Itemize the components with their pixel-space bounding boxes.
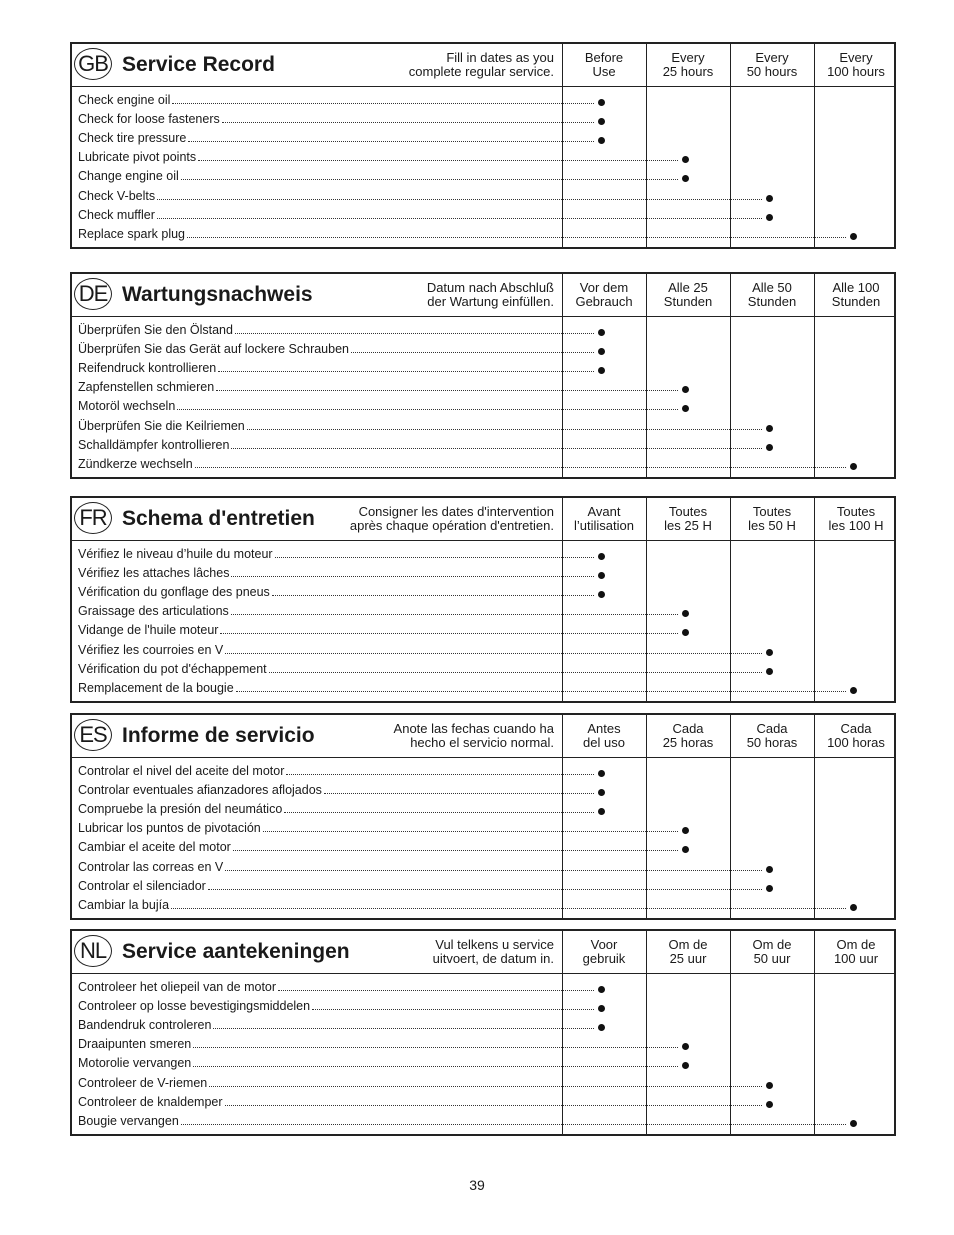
interval-marker-dot	[598, 770, 605, 777]
language-badge: ES	[74, 719, 112, 751]
language-badge: GB	[74, 48, 112, 80]
service-task-label: Graissage des articulations	[78, 604, 229, 619]
dot-leader	[225, 870, 762, 871]
service-task-label: Lubricate pivot points	[78, 150, 197, 165]
interval-column-header	[562, 931, 646, 973]
column-divider	[814, 715, 815, 918]
language-badge: NL	[74, 935, 112, 967]
service-task-label: Controlar las correas en V	[78, 859, 224, 874]
interval-marker-dot	[598, 1024, 605, 1031]
interval-column-header	[646, 498, 730, 540]
instruction-line: Anote las fechas cuando ha	[393, 721, 554, 736]
language-badge: DE	[74, 278, 112, 310]
interval-marker-dot	[766, 425, 773, 432]
interval-column-header	[646, 931, 730, 973]
column-header-line: Cada	[672, 721, 704, 736]
dot-leader	[231, 576, 594, 577]
column-header-line: Toutes	[836, 504, 876, 519]
section-instruction	[433, 931, 554, 973]
interval-marker-dot	[598, 367, 605, 374]
column-header-line: 25 uur	[669, 951, 707, 966]
interval-marker-dot	[766, 214, 773, 221]
dot-leader	[198, 160, 678, 161]
column-header-line: 50 horas	[746, 735, 798, 750]
service-task-label: Vérification du gonflage des pneus	[78, 585, 270, 600]
service-task-label: Controlar el silenciador	[78, 878, 206, 893]
service-task-label: Vidange de l'huile moteur	[78, 623, 219, 638]
interval-marker-dot	[598, 572, 605, 579]
column-header-line: Antes	[587, 721, 621, 736]
instruction-line: Consigner les dates d'intervention	[358, 504, 554, 519]
column-header-line: Toutes	[668, 504, 708, 519]
interval-marker-dot	[682, 405, 689, 412]
service-task-label: Cambiar el aceite del motor	[78, 840, 231, 855]
service-task-label: Vérifiez les courroies en V	[78, 642, 224, 657]
service-task-label: Compruebe la presión del neumático	[78, 802, 283, 817]
column-divider	[730, 44, 731, 247]
interval-marker-dot	[598, 986, 605, 993]
interval-marker-dot	[850, 687, 857, 694]
dot-leader	[181, 179, 678, 180]
column-header-line: 25 horas	[662, 735, 714, 750]
interval-marker-dot	[682, 386, 689, 393]
interval-marker-dot	[766, 885, 773, 892]
instruction-line: der Wartung einfüllen.	[427, 294, 554, 309]
section-title: Wartungsnachweis	[122, 283, 313, 306]
column-header-line: Stunden	[831, 294, 881, 309]
column-header-line: Stunden	[747, 294, 797, 309]
service-task-label: Überprüfen Sie das Gerät auf lockere Schrauben	[78, 342, 349, 357]
interval-column-header	[730, 44, 814, 86]
interval-marker-dot	[850, 904, 857, 911]
column-divider	[730, 274, 731, 477]
column-header-line: Every	[755, 50, 789, 65]
service-task-label: Reifendruck kontrollieren	[78, 361, 217, 376]
section-title: Schema d'entretien	[122, 507, 315, 530]
service-task-label: Motorolie vervangen	[78, 1056, 192, 1071]
dot-leader	[231, 448, 762, 449]
interval-marker-dot	[682, 610, 689, 617]
interval-marker-dot	[850, 233, 857, 240]
service-section-es	[70, 713, 896, 920]
dot-leader	[235, 333, 594, 334]
interval-column-header	[562, 44, 646, 86]
dot-leader	[324, 793, 594, 794]
service-task-label: Check tire pressure	[78, 131, 187, 146]
dot-leader	[263, 831, 678, 832]
dot-leader	[209, 1086, 762, 1087]
column-divider	[730, 931, 731, 1134]
service-task-label: Draaipunten smeren	[78, 1037, 192, 1052]
column-header-line: 100 hours	[827, 64, 885, 79]
interval-marker-dot	[850, 463, 857, 470]
column-header-line: Toutes	[752, 504, 792, 519]
service-section-gb	[70, 42, 896, 249]
interval-column-header	[814, 931, 898, 973]
column-header-line: Every	[671, 50, 705, 65]
interval-marker-dot	[682, 629, 689, 636]
interval-column-header	[730, 931, 814, 973]
service-task-label: Bandendruk controleren	[78, 1018, 212, 1033]
dot-leader	[172, 103, 594, 104]
dot-leader	[193, 1047, 678, 1048]
dot-leader	[181, 1124, 846, 1125]
service-task-label: Controleer het oliepeil van de motor	[78, 980, 277, 994]
service-task-label: Change engine oil	[78, 169, 179, 184]
language-badge: FR	[74, 502, 112, 534]
column-header-line: Stunden	[663, 294, 713, 309]
instruction-line: uitvoert, de datum in.	[432, 951, 554, 966]
column-header-line: Om de	[752, 937, 792, 952]
dot-leader	[157, 199, 762, 200]
column-header-line: 100 uur	[833, 951, 879, 966]
column-divider	[646, 274, 647, 477]
interval-marker-dot	[766, 866, 773, 873]
dot-leader	[225, 1105, 762, 1106]
service-task-label: Vérifiez le niveau d’huile du moteur	[78, 547, 273, 561]
column-header-line: Avant	[587, 504, 621, 519]
dot-leader	[193, 1066, 678, 1067]
column-divider	[646, 931, 647, 1134]
dot-leader	[286, 774, 594, 775]
column-divider	[730, 498, 731, 701]
dot-leader	[177, 409, 678, 410]
column-header-line: 50 uur	[753, 951, 791, 966]
section-header	[72, 715, 894, 758]
dot-leader	[278, 990, 594, 991]
interval-marker-dot	[598, 137, 605, 144]
column-header-line: Cada	[840, 721, 872, 736]
service-task-label: Remplacement de la bougie	[78, 680, 234, 695]
column-divider	[646, 715, 647, 918]
instruction-line: complete regular service.	[408, 64, 554, 79]
interval-marker-dot	[766, 649, 773, 656]
interval-marker-dot	[598, 553, 605, 560]
section-header	[72, 931, 894, 974]
dot-leader	[236, 691, 846, 692]
dot-leader	[157, 218, 762, 219]
interval-marker-dot	[682, 1062, 689, 1069]
column-header-line: Before	[584, 50, 624, 65]
interval-marker-dot	[682, 156, 689, 163]
column-divider	[646, 44, 647, 247]
dot-leader	[312, 1009, 594, 1010]
column-header-line: 100 horas	[827, 735, 885, 750]
column-header-line: les 100 H	[828, 518, 884, 533]
interval-marker-dot	[766, 668, 773, 675]
column-divider	[562, 715, 563, 918]
column-divider	[646, 498, 647, 701]
interval-marker-dot	[598, 99, 605, 106]
column-header-line: Vor dem	[579, 280, 629, 295]
column-header-line: l’utilisation	[574, 518, 634, 533]
dot-leader	[195, 467, 846, 468]
interval-column-header	[562, 498, 646, 540]
interval-column-header	[814, 498, 898, 540]
dot-leader	[213, 1028, 594, 1029]
column-header-line: Cada	[756, 721, 788, 736]
dot-leader	[231, 614, 678, 615]
column-header-line: Voor	[590, 937, 618, 952]
interval-marker-dot	[598, 591, 605, 598]
column-divider	[730, 715, 731, 918]
column-header-line: Alle 100	[832, 280, 880, 295]
interval-column-header	[646, 274, 730, 316]
interval-column-header	[814, 44, 898, 86]
dot-leader	[269, 672, 762, 673]
column-divider	[814, 44, 815, 247]
service-task-label: Bougie vervangen	[78, 1113, 179, 1128]
interval-column-header	[814, 715, 898, 757]
column-header-line: les 25 H	[664, 518, 712, 533]
service-task-label: Controleer op losse bevestigingsmiddelen	[78, 999, 311, 1014]
column-header-line: Use	[592, 64, 616, 79]
dot-leader	[218, 371, 594, 372]
service-task-label: Zündkerze wechseln	[78, 456, 193, 471]
service-task-label: Controlar eventuales afianzadores aflojados	[78, 783, 322, 798]
service-section-fr	[70, 496, 896, 703]
interval-column-header	[730, 715, 814, 757]
column-header-line: Om de	[836, 937, 876, 952]
interval-marker-dot	[682, 846, 689, 853]
column-divider	[562, 274, 563, 477]
service-task-label: Motoröl wechseln	[78, 399, 176, 414]
service-task-label: Lubricar los puntos de pivotación	[78, 821, 261, 836]
instruction-line: Fill in dates as you	[446, 50, 554, 65]
service-task-label: Zapfenstellen schmieren	[78, 380, 215, 395]
section-title: Service Record	[122, 53, 275, 76]
instruction-line: après chaque opération d'entretien.	[349, 518, 554, 533]
page-number: 39	[469, 1177, 485, 1193]
dot-leader	[171, 908, 846, 909]
section-header	[72, 44, 894, 87]
column-header-line: les 50 H	[748, 518, 796, 533]
column-divider	[814, 274, 815, 477]
interval-marker-dot	[766, 1082, 773, 1089]
dot-leader	[284, 812, 594, 813]
column-divider	[814, 931, 815, 1134]
service-task-label: Check muffler	[78, 207, 155, 222]
section-instruction	[350, 498, 554, 540]
service-section-de	[70, 272, 896, 479]
interval-marker-dot	[682, 175, 689, 182]
dot-leader	[247, 429, 762, 430]
instruction-line: Datum nach Abschluß	[426, 280, 554, 295]
column-header-line: del uso	[583, 735, 625, 750]
interval-marker-dot	[598, 808, 605, 815]
instruction-line: Vul telkens u service	[435, 937, 554, 952]
dot-leader	[222, 122, 594, 123]
service-task-label: Check for loose fasteners	[78, 112, 220, 127]
service-task-label: Überprüfen Sie den Ölstand	[78, 323, 233, 337]
column-header-line: 25 hours	[662, 64, 714, 79]
dot-leader	[272, 595, 594, 596]
interval-column-header	[562, 715, 646, 757]
section-instruction	[394, 715, 554, 757]
dot-leader	[220, 633, 678, 634]
column-header-line: Every	[839, 50, 873, 65]
interval-marker-dot	[598, 348, 605, 355]
interval-marker-dot	[598, 789, 605, 796]
interval-column-header	[814, 274, 898, 316]
interval-marker-dot	[766, 195, 773, 202]
column-divider	[814, 498, 815, 701]
service-task-label: Vérifiez les attaches lâches	[78, 566, 230, 581]
dot-leader	[216, 390, 678, 391]
section-title: Service aantekeningen	[122, 940, 350, 963]
interval-marker-dot	[682, 1043, 689, 1050]
column-header-line: gebruik	[582, 951, 626, 966]
dot-leader	[208, 889, 762, 890]
column-header-line: Gebrauch	[575, 294, 633, 309]
interval-marker-dot	[598, 1005, 605, 1012]
service-task-label: Schalldämpfer kontrollieren	[78, 437, 230, 452]
column-divider	[562, 931, 563, 1134]
column-header-line: Om de	[668, 937, 708, 952]
section-header	[72, 274, 894, 317]
service-task-label: Cambiar la bujía	[78, 897, 170, 912]
column-divider	[562, 498, 563, 701]
interval-marker-dot	[766, 1101, 773, 1108]
dot-leader	[225, 653, 762, 654]
interval-marker-dot	[766, 444, 773, 451]
service-task-label: Check engine oil	[78, 93, 171, 107]
interval-column-header	[562, 274, 646, 316]
interval-column-header	[730, 274, 814, 316]
interval-marker-dot	[682, 827, 689, 834]
interval-column-header	[730, 498, 814, 540]
dot-leader	[275, 557, 594, 558]
interval-column-header	[646, 44, 730, 86]
column-header-line: Alle 50	[752, 280, 792, 295]
interval-marker-dot	[850, 1120, 857, 1127]
section-instruction	[427, 274, 554, 316]
service-task-label: Controleer de knaldemper	[78, 1094, 223, 1109]
service-task-label: Replace spark plug	[78, 226, 186, 241]
dot-leader	[188, 141, 594, 142]
section-title: Informe de servicio	[122, 724, 315, 747]
service-task-label: Controlar el nivel del aceite del motor	[78, 764, 285, 778]
section-instruction	[409, 44, 554, 86]
interval-column-header	[646, 715, 730, 757]
column-header-line: Alle 25	[668, 280, 708, 295]
dot-leader	[187, 237, 846, 238]
column-divider	[562, 44, 563, 247]
service-task-label: Check V-belts	[78, 188, 156, 203]
interval-marker-dot	[598, 329, 605, 336]
instruction-line: hecho el servicio normal.	[410, 735, 554, 750]
dot-leader	[233, 850, 678, 851]
column-header-line: 50 hours	[746, 64, 798, 79]
service-section-nl	[70, 929, 896, 1136]
service-task-label: Überprüfen Sie die Keilriemen	[78, 418, 245, 433]
section-header	[72, 498, 894, 541]
service-task-label: Vérification du pot d'échappement	[78, 661, 267, 676]
service-task-label: Controleer de V-riemen	[78, 1075, 208, 1090]
interval-marker-dot	[598, 118, 605, 125]
dot-leader	[351, 352, 594, 353]
